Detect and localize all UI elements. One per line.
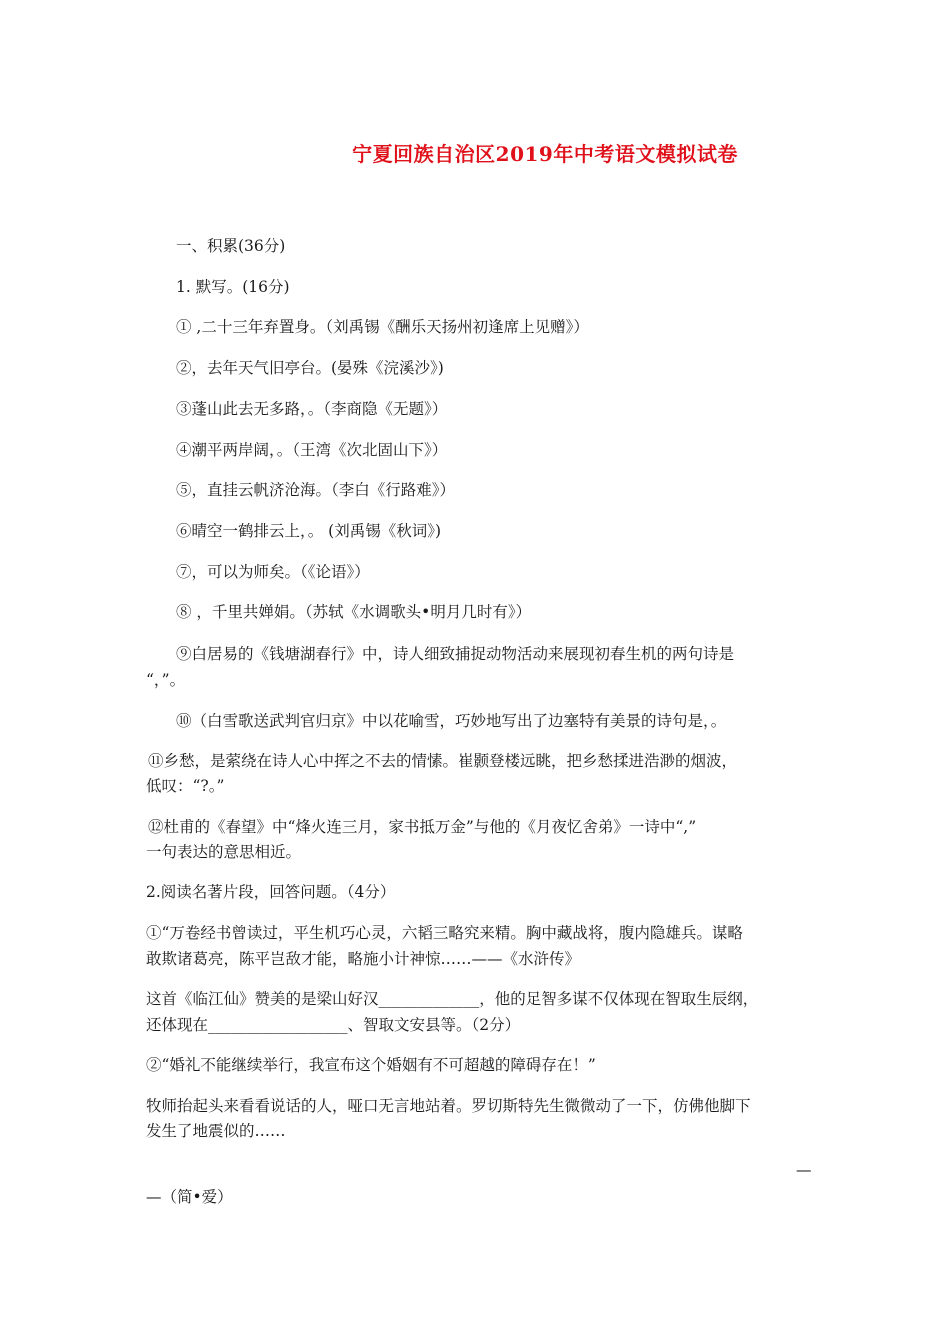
question-1-heading: 1. 默写。(16分) (176, 278, 290, 296)
dictation-item-8: ⑧ ，千里共婵娟。（苏轼《水调歌头•明月几时有》） (176, 603, 532, 621)
dictation-item-12-line-1: ⑫杜甫的《春望》中“烽火连三月，家书抵万金”与他的《月夜忆舍弟》一诗中“,” (148, 818, 697, 836)
dictation-item-4: ④潮平两岸阔，。（王湾《次北固山下》） (176, 441, 448, 459)
page-title: 宁夏回族自治区2019年中考语文模拟试卷 (352, 142, 738, 166)
dictation-item-7: ⑦，可以为师矣。（《论语》） (176, 563, 370, 581)
excerpt-2-narration-line-1: 牧师抬起头来看看说话的人，哑口无言地站着。罗切斯特先生微微动了一下，仿佛他脚下 (146, 1097, 751, 1115)
dictation-item-9-line-1: ⑨白居易的《钱塘湖春行》中，诗人细致捕捉动物活动来展现初春生机的两句诗是 (176, 645, 735, 663)
excerpt-2-narration-line-2: 发生了地震似的…… (146, 1122, 286, 1140)
excerpt-1-line-2: 敢欺诸葛亮，陈平岂敌才能，略施小计神惊……——《水浒传》 (146, 950, 581, 968)
dictation-item-12-line-2: 一句表达的意思相近。 (146, 843, 302, 861)
excerpt-2-source: —（简•爱） (146, 1188, 233, 1206)
dictation-item-11-line-2: 低叹：“?。” (146, 777, 225, 795)
dictation-item-5: ⑤，直挂云帆济沧海。（李白《行路难》） (176, 481, 456, 499)
question-2-heading: 2.阅读名著片段，回答问题。（4分） (146, 883, 396, 901)
attribution-dash: — (796, 1161, 812, 1179)
dictation-item-1: ① ,二十三年弃置身。（刘禹锡《酬乐天扬州初逢席上见赠》） (176, 318, 589, 336)
dictation-item-2: ②，去年天气旧亭台。(晏殊《浣溪沙》) (176, 359, 444, 377)
dictation-item-6: ⑥晴空一鹤排云上，。 (刘禹锡《秋词》) (176, 522, 442, 540)
dictation-item-10: ⑩（白雪歌送武判官归京》中以花喻雪，巧妙地写出了边塞特有美景的诗句是，。 (176, 712, 727, 730)
question-2-1-line-2: 还体现在__________________、智取文安县等。（2分） (146, 1016, 521, 1034)
dictation-item-3: ③蓬山此去无多路，。（李商隐《无题》） (176, 400, 448, 418)
excerpt-2: ②“婚礼不能继续举行，我宣布这个婚姻有不可超越的障碍存在！” (146, 1056, 596, 1074)
excerpt-1-line-1: ①“万卷经书曾读过，平生机巧心灵，六韬三略究来精。胸中藏战将，腹内隐雄兵。谋略 (146, 924, 743, 942)
question-2-1-line-1: 这首《临江仙》赞美的是梁山好汉_____________，他的足智多谋不仅体现在智取生辰纲， (146, 990, 759, 1008)
dictation-item-11-line-1: ⑪乡愁，是萦绕在诗人心中挥之不去的情愫。崔颢登楼远眺，把乡愁揉进浩渺的烟波， (148, 752, 738, 770)
section-heading: 一、积累(36分) (176, 237, 286, 255)
dictation-item-9-line-2: “，”。 (146, 671, 186, 689)
